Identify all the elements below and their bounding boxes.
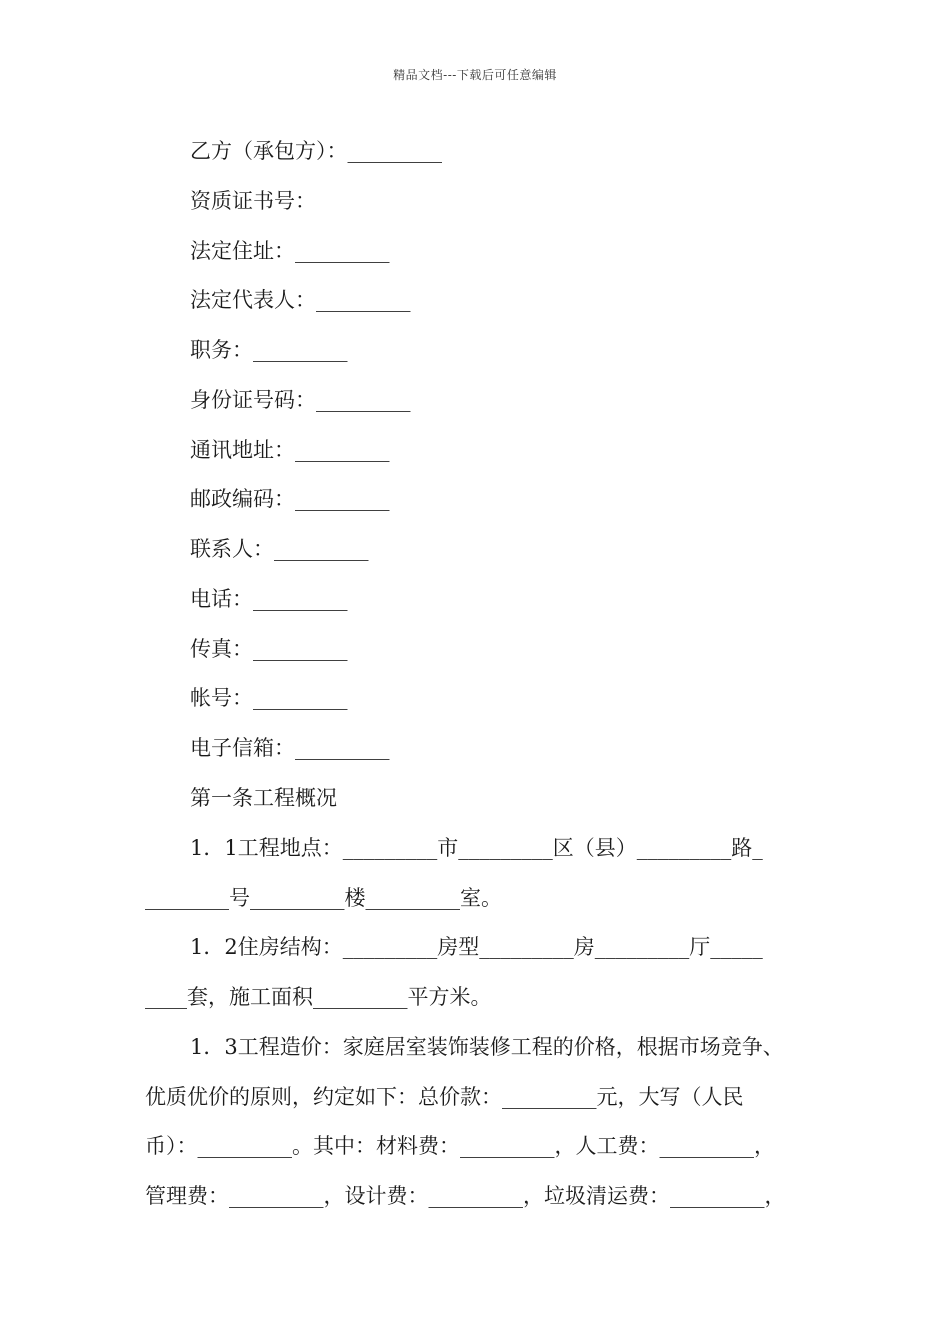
- article-1-3-line-4: 管理费：_________，设计费：_________，垃圾清运费：_________，: [145, 1184, 786, 1208]
- mailing-address-field: 通讯地址：_________: [190, 438, 390, 462]
- article-1-3-line-2: 优质优价的原则，约定如下：总价款：_________元，大写（人民: [145, 1085, 744, 1109]
- party-b-title: 乙方（承包方）：_________: [190, 139, 442, 163]
- fax-field: 传真：_________: [190, 637, 348, 661]
- id-number-field: 身份证号码：_________: [190, 388, 411, 412]
- contact-person-field: 联系人：_________: [190, 537, 369, 561]
- article-1-3-line-3: 币）：_________。其中：材料费：_________，人工费：_________，: [145, 1134, 775, 1158]
- article-1-1-line-1: 1．1工程地点：_________市_________区（县）_________路_: [190, 836, 763, 860]
- postcode-field: 邮政编码：_________: [190, 487, 390, 511]
- article-1-3-line-1: 1．3工程造价：家庭居室装饰装修工程的价格，根据市场竞争、: [190, 1035, 784, 1059]
- legal-address-field: 法定住址：_________: [190, 239, 390, 263]
- article-1-2-line-1: 1．2住房结构：_________房型_________房_________厅_____: [190, 935, 763, 959]
- email-field: 电子信箱：_________: [190, 736, 390, 760]
- phone-field: 电话：_________: [190, 587, 348, 611]
- page-header: 精品文档---下载后可任意编辑: [393, 68, 557, 82]
- account-field: 帐号：_________: [190, 686, 348, 710]
- qualification-field: 资质证书号：: [190, 189, 316, 213]
- position-field: 职务：_________: [190, 338, 348, 362]
- article-1-1-line-2: ________号_________楼_________室。: [145, 886, 502, 910]
- article-1-2-line-2: ____套，施工面积_________平方米。: [145, 985, 492, 1009]
- legal-representative-field: 法定代表人：_________: [190, 288, 411, 312]
- article-1-title: 第一条工程概况: [190, 786, 337, 810]
